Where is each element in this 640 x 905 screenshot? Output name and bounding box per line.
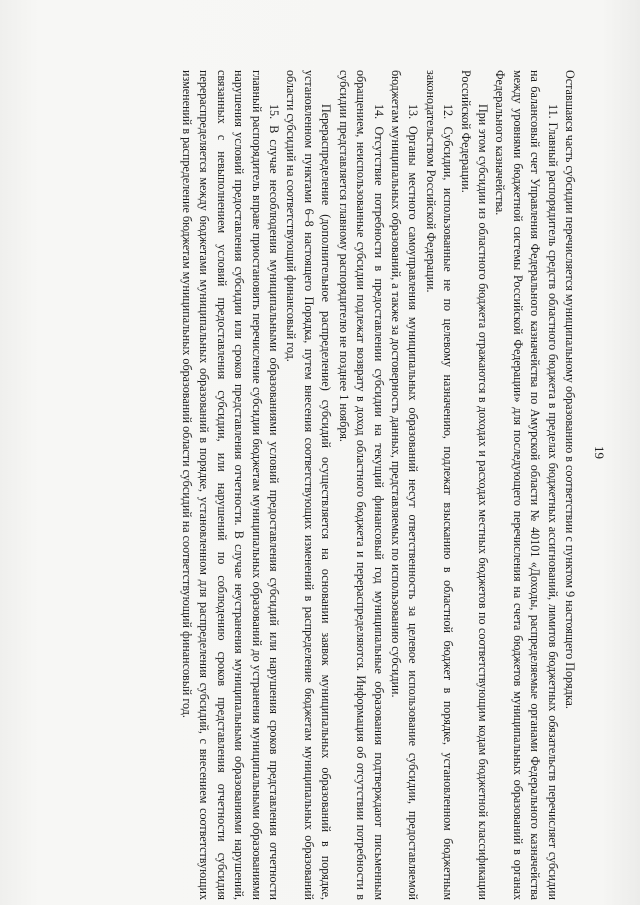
page-number: 19 — [592, 446, 607, 459]
paragraph-remaining-subsidy: Оставшаяся часть субсидии перечисляется муниципальному образованию в соответствии с пунктом 9 настоящего Порядка. — [563, 70, 577, 709]
paragraph-13: 13. Органы местного самоуправления муниципальных образований несут ответственность за целевое использование субсидии, предоставляемой бюджетам муниципальных образований, а также за достоверность данных, представляемых по использованию субсидии. — [388, 70, 421, 900]
paragraph-11: 11. Главный распорядитель средств областного бюджета в пределах бюджетных ассигнований, лимитов бюджетных обязательств перечисляет субсидии на балансовый счет Управления Федерального казначейства по Амурской области № 40101 «Доходы, распределяемые органами Федерального казначейства между уровнями бюджетной системы Российской Федерации» для последующего перечисления на счета бюджетов муниципальных образований в органах Федерального казначейства. — [493, 70, 560, 900]
paragraph-11-note: При этом субсидии из областного бюджета отражаются в доходах и расходах местных бюджетов по соответствующим кодам бюджетной классификации Российской Федерации. — [458, 70, 490, 900]
paragraph-14-redistribution: Перераспределение (дополнительное распределение) субсидий осуществляется на основании заявок муниципальных образований в порядке, установленном пунктами 6–8 настоящего Порядка, путем внесения соответствующих изменений в распределение бюджетам муниципальных образований области субсидий на соответствующий финансовый год. — [284, 70, 334, 900]
rotated-text-block — [78, 70, 578, 900]
paragraph-15: 15. В случае несоблюдения муниципальными образованиями условий предоставления субсидий или нарушения сроков представления отчетности главный распорядитель вправе приостановить перечисление субсидии бюджетам муниципальных образований до устранения муниципальными образованиями нарушения условий предоставления субсидии или сроков представления отчетности. В случае неустранения муниципальными образованиями нарушений, связанных с невыполнением условий предоставления субсидии, или нарушений по соблюдению сроков представления отчетности субсидия перераспределяется между бюджетами муниципальных образований в порядке, установленном для распределения субсидий, с внесением соответствующих изменений в распределение бюджетам муниципальных образований области субсидий на соответствующий финансовый год. — [180, 70, 282, 900]
paragraph-14: 14. Отсутствие потребности в предоставлении субсидии на текущий финансовый год муниципальные образования подтверждают письменным обращением, неиспользованные субсидии подлежат возврату в доход областного бюджета и перераспределяются. Информация об отсутствии потребности в субсидии представляется главному распорядителю не позднее 1 ноября. — [336, 70, 386, 900]
paragraph-12: 12. Субсидии, использованные не по целевому назначению, подлежат взысканию в областной бюджет в порядке, установленном бюджетным законодательством Российской Федерации. — [423, 70, 456, 900]
